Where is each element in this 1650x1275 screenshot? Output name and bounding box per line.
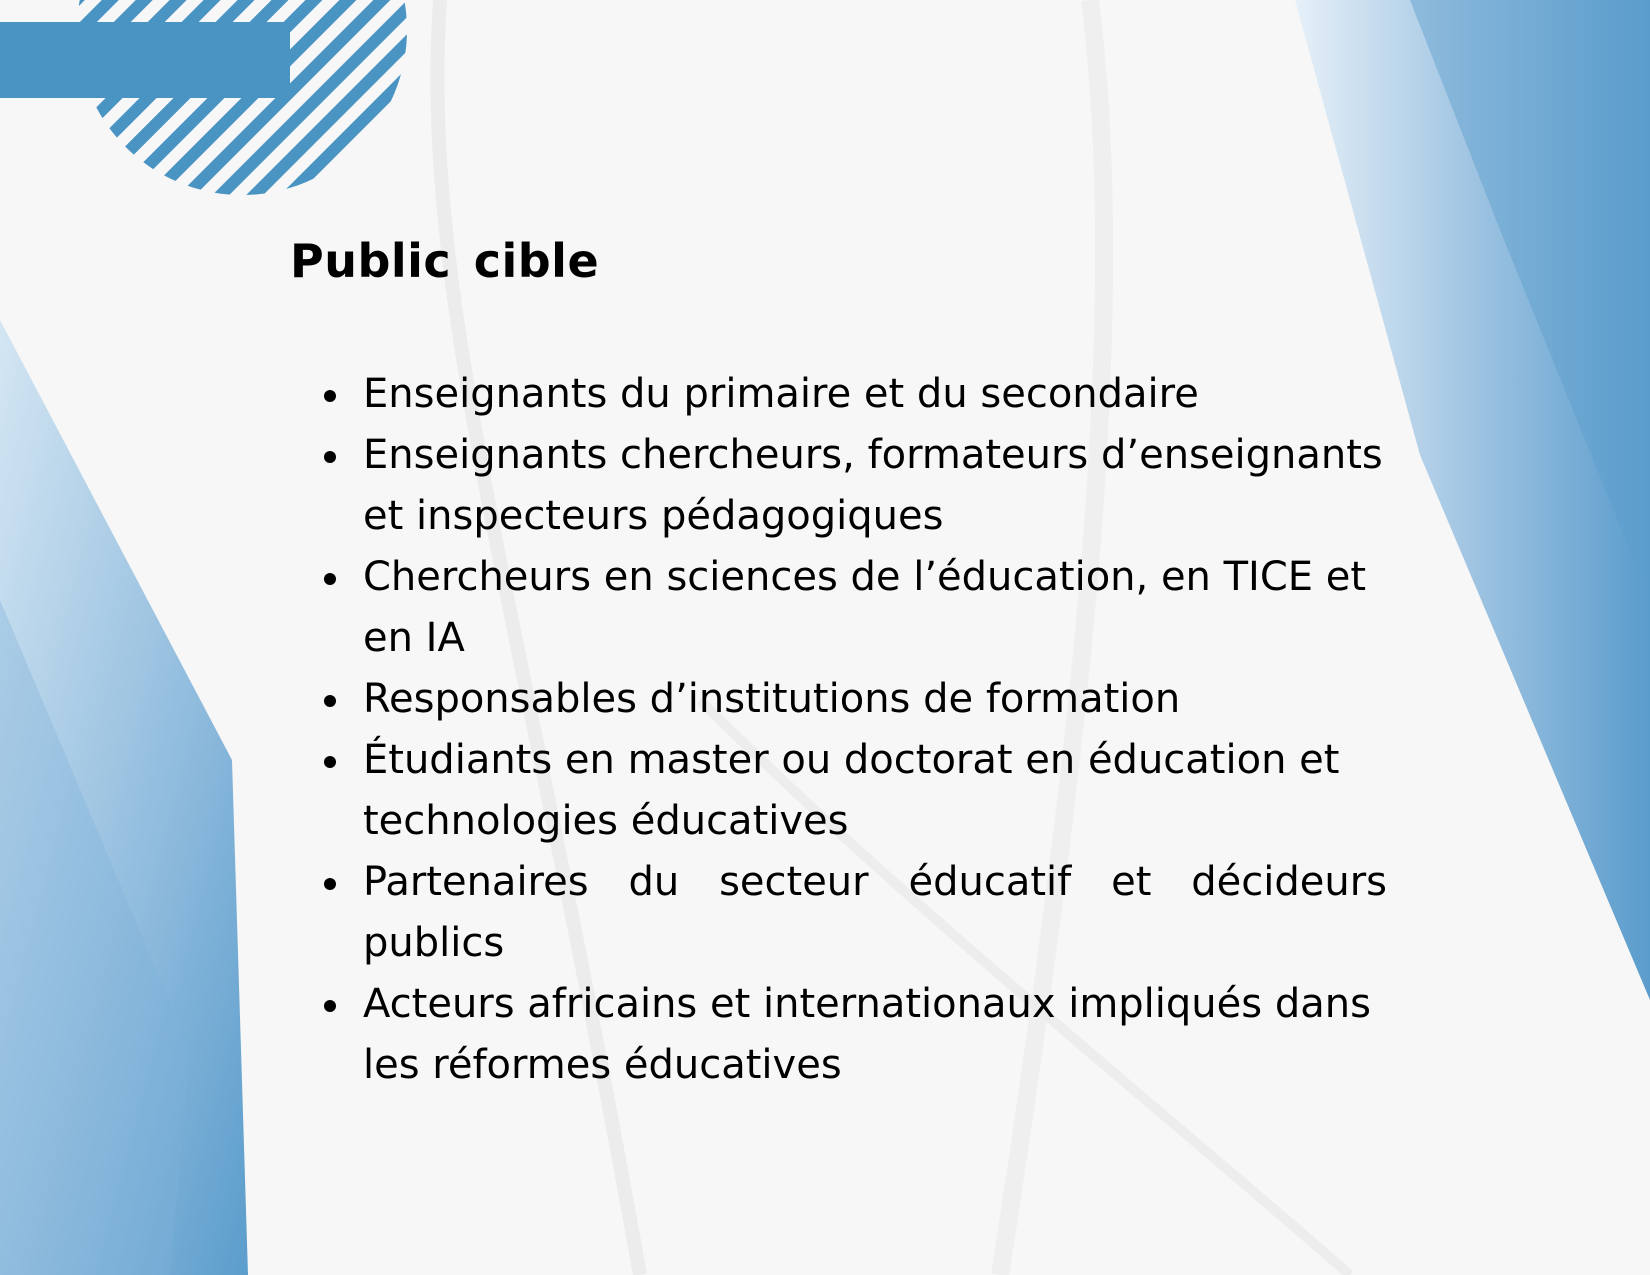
- list-item: [322, 974, 1387, 1096]
- list-item: [322, 730, 1387, 852]
- list-item: [322, 852, 1387, 974]
- list-item-text: Chercheurs en sciences de l’éducation, en TICE et en IA: [363, 554, 1367, 661]
- bullet-icon: [324, 390, 336, 402]
- list-item-text: Acteurs africains et internationaux impliqués dans les réformes éducatives: [363, 981, 1371, 1088]
- bullet-icon: [324, 1000, 336, 1012]
- bullet-icon: [324, 756, 336, 768]
- list-item-text: Enseignants du primaire et du secondaire: [363, 371, 1199, 417]
- list-item-text: Responsables d’institutions de formation: [363, 676, 1181, 722]
- list-item: [322, 669, 1387, 730]
- list-item-text: Enseignants chercheurs, formateurs d’enseignants et inspecteurs pédagogiques: [363, 432, 1383, 539]
- list-item: [322, 364, 1387, 425]
- bullet-icon: [324, 451, 336, 463]
- list-item: [322, 425, 1387, 547]
- bullet-icon: [324, 573, 336, 585]
- bullet-icon: [324, 878, 336, 890]
- list-item: [322, 547, 1387, 669]
- list-item-text: Étudiants en master ou doctorat en éducation et technologies éducatives: [363, 737, 1340, 844]
- bullet-icon: [324, 695, 336, 707]
- page-title: Public cible: [290, 234, 600, 288]
- bullet-list: [322, 364, 1387, 1096]
- list-item-text: Partenaires du secteur éducatif et décideurs publics: [363, 859, 1387, 966]
